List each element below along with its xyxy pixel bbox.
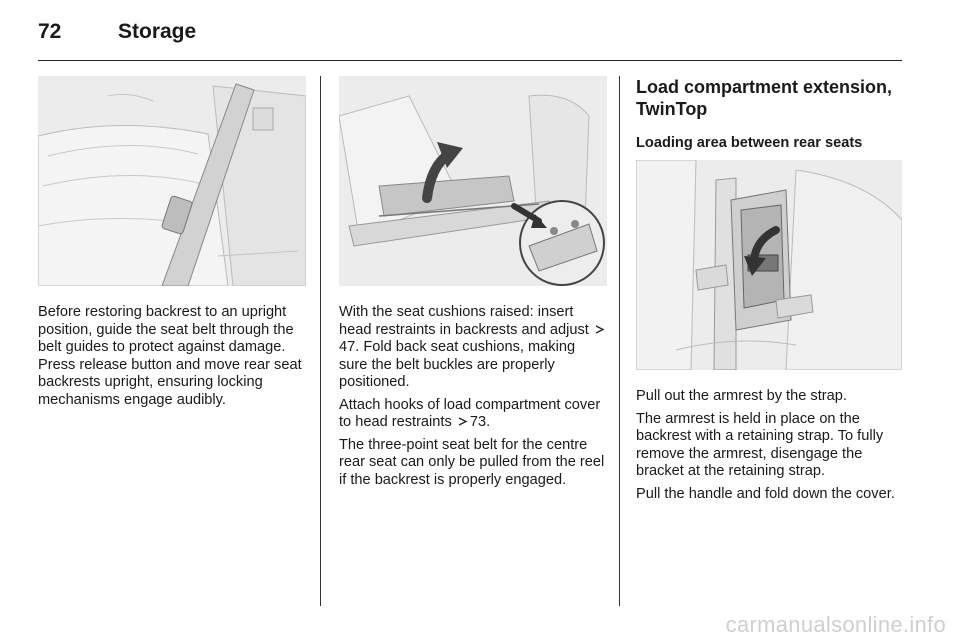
- col1-paragraph: Before restoring backrest to an upright position, guide the seat belt through the belt guides to protect against damage. Press release button and move rear seat backrests upright, ensuring locking mechanisms engage audibly.: [38, 304, 302, 408]
- seat-belt-guide-drawing: [38, 76, 306, 286]
- section-subheading: Loading area between rear seats: [636, 135, 863, 151]
- section-heading: Load compartment extension, TwinTop: [636, 77, 893, 119]
- cross-reference-icon: [594, 324, 605, 335]
- illustration-armrest: [636, 160, 902, 370]
- col3-paragraph-2: The armrest is held in place on the backrest with a retaining strap. To fully remove the armrest, disengage the bracket at the retaining strap.: [636, 410, 884, 479]
- cross-reference-page[interactable]: 47: [339, 339, 356, 355]
- armrest-drawing: [636, 160, 902, 370]
- col2-paragraph-2: Attach hooks of load compartment cover to head restraints 73.: [339, 396, 601, 430]
- head-restraints-drawing: [339, 76, 607, 286]
- column-divider-left: [320, 76, 321, 606]
- col2-paragraph-3: The three-point seat belt for the centre rear seat can only be pulled from the reel if the backrest is properly engaged.: [339, 436, 605, 488]
- page-number: 72: [38, 20, 62, 43]
- page-header: [38, 18, 902, 62]
- column-divider-right: [619, 76, 620, 606]
- watermark: carmanualsonline.info: [725, 612, 946, 637]
- col2-paragraph-1: With the seat cushions raised: insert head restraints in backrests and adjust 47. Fold back seat cushions, making sure the belt buckles are properly positioned.: [339, 304, 607, 392]
- section-title: Storage: [118, 20, 197, 43]
- header-rule: [38, 60, 902, 61]
- col3-paragraph-3: Pull the handle and fold down the cover.: [636, 485, 895, 502]
- illustration-seat-belt-guide: [38, 76, 306, 286]
- cross-reference-page[interactable]: 73: [469, 414, 487, 430]
- col3-paragraph-1: Pull out the armrest by the strap.: [636, 388, 847, 404]
- illustration-head-restraints: [339, 76, 607, 286]
- cross-reference-icon: [457, 416, 468, 427]
- column-3: [636, 76, 902, 502]
